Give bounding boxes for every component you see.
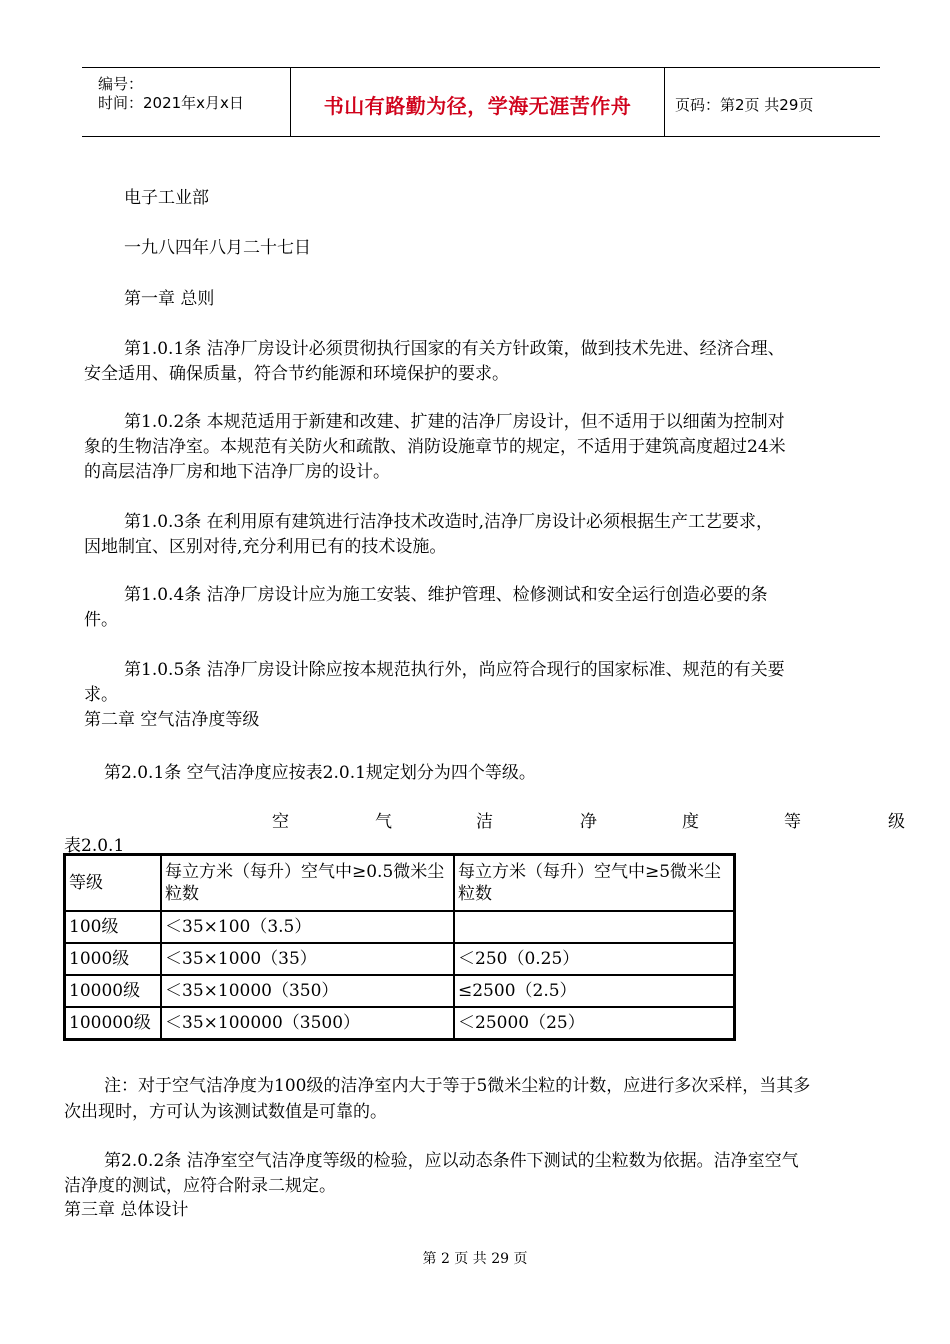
table-row bbox=[65, 943, 734, 975]
table-row bbox=[65, 1007, 734, 1039]
table-title-char: 度 bbox=[682, 812, 699, 832]
ministry-name: 电子工业部 bbox=[124, 188, 209, 208]
motto: 书山有路勤为径，学海无涯苦作舟 bbox=[323, 94, 632, 118]
article-1-0-2-line-2: 象的生物洁净室。本规范有关防火和疏散、消防设施章节的规定，不适用于建筑高度超过24米 bbox=[84, 437, 786, 457]
table-cell: ＜35×100000（3500） bbox=[161, 1007, 454, 1039]
header-meta-cell bbox=[82, 68, 291, 136]
issue-date: 一九八四年八月二十七日 bbox=[124, 238, 311, 258]
table-cell: 1000级 bbox=[65, 943, 161, 975]
table-cell: 10000级 bbox=[65, 975, 161, 1007]
header-page-cell bbox=[665, 68, 880, 136]
article-1-0-5-line-2: 求。 bbox=[84, 685, 118, 705]
table-row bbox=[65, 911, 734, 943]
header-motto-cell bbox=[291, 68, 665, 136]
article-1-0-5-line-1: 第1.0.5条 洁净厂房设计除应按本规范执行外，尚应符合现行的国家标准、规范的有关要 bbox=[124, 660, 785, 680]
table-header-row bbox=[65, 855, 734, 911]
article-2-0-2-line-2: 洁净度的测试，应符合附录二规定。 bbox=[64, 1176, 336, 1196]
serial-number-label: 编号： bbox=[98, 75, 144, 93]
page-info: 页码：第2页 共29页 bbox=[675, 96, 814, 114]
chapter-1-title: 第一章 总则 bbox=[124, 289, 215, 309]
article-1-0-3-line-2: 因地制宜、区别对待,充分利用已有的技术设施。 bbox=[84, 537, 447, 557]
article-1-0-3-line-1: 第1.0.3条 在利用原有建筑进行洁净技术改造时,洁净厂房设计必须根据生产工艺要求， bbox=[124, 512, 774, 532]
table-header-cell: 等级 bbox=[65, 855, 161, 911]
article-1-0-4-line-2: 件。 bbox=[84, 610, 118, 630]
table-cell: ≤2500（2.5） bbox=[454, 975, 734, 1007]
table-title-char: 净 bbox=[580, 812, 597, 832]
table-title-char: 空 bbox=[272, 812, 289, 832]
table-cell: 100000级 bbox=[65, 1007, 161, 1039]
article-1-0-4-line-1: 第1.0.4条 洁净厂房设计应为施工安装、维护管理、检修测试和安全运行创造必要的条 bbox=[124, 585, 768, 605]
note-line-2: 次出现时，方可认为该测试数值是可靠的。 bbox=[64, 1102, 387, 1122]
table-cell: ＜35×100（3.5） bbox=[161, 911, 454, 943]
table-cell: ＜35×10000（350） bbox=[161, 975, 454, 1007]
article-2-0-2-line-1: 第2.0.2条 洁净室空气洁净度等级的检验，应以动态条件下测试的尘粒数为依据。洁净室空气 bbox=[104, 1151, 799, 1171]
table-cell: ＜25000（25） bbox=[454, 1007, 734, 1039]
table-title-char: 等 bbox=[784, 812, 801, 832]
table-header-cell: 每立方米（每升）空气中≥5微米尘粒数 bbox=[454, 855, 734, 911]
table-row bbox=[65, 975, 734, 1007]
note-line-1: 注：对于空气洁净度为100级的洁净室内大于等于5微米尘粒的计数，应进行多次采样，当其多 bbox=[104, 1076, 811, 1096]
article-2-0-1: 第2.0.1条 空气洁净度应按表2.0.1规定划分为四个等级。 bbox=[104, 763, 536, 783]
table-number: 表2.0.1 bbox=[64, 836, 125, 856]
article-1-0-2-line-3: 的高层洁净厂房和地下洁净厂房的设计。 bbox=[84, 462, 390, 482]
page-footer: 第 2 页 共 29 页 bbox=[422, 1251, 528, 1267]
article-1-0-1-line-1: 第1.0.1条 洁净厂房设计必须贯彻执行国家的有关方针政策，做到技术先进、经济合理、 bbox=[124, 339, 785, 359]
page-header bbox=[82, 67, 880, 137]
table-cell: ＜250（0.25） bbox=[454, 943, 734, 975]
time-label: 时间：2021年x月x日 bbox=[98, 94, 244, 112]
table-cell: 100级 bbox=[65, 911, 161, 943]
table-title-char: 气 bbox=[375, 812, 392, 832]
table-title-char: 洁 bbox=[476, 812, 493, 832]
article-1-0-1-line-2: 安全适用、确保质量，符合节约能源和环境保护的要求。 bbox=[84, 364, 509, 384]
cleanliness-grade-table bbox=[63, 853, 736, 1041]
table-cell: ＜35×1000（35） bbox=[161, 943, 454, 975]
table-cell bbox=[454, 911, 734, 943]
chapter-3-title: 第三章 总体设计 bbox=[64, 1200, 189, 1220]
table-header-cell: 每立方米（每升）空气中≥0.5微米尘粒数 bbox=[161, 855, 454, 911]
article-1-0-2-line-1: 第1.0.2条 本规范适用于新建和改建、扩建的洁净厂房设计，但不适用于以细菌为控制对 bbox=[124, 412, 785, 432]
chapter-2-title: 第二章 空气洁净度等级 bbox=[84, 710, 260, 730]
table-title-char: 级 bbox=[888, 812, 905, 832]
